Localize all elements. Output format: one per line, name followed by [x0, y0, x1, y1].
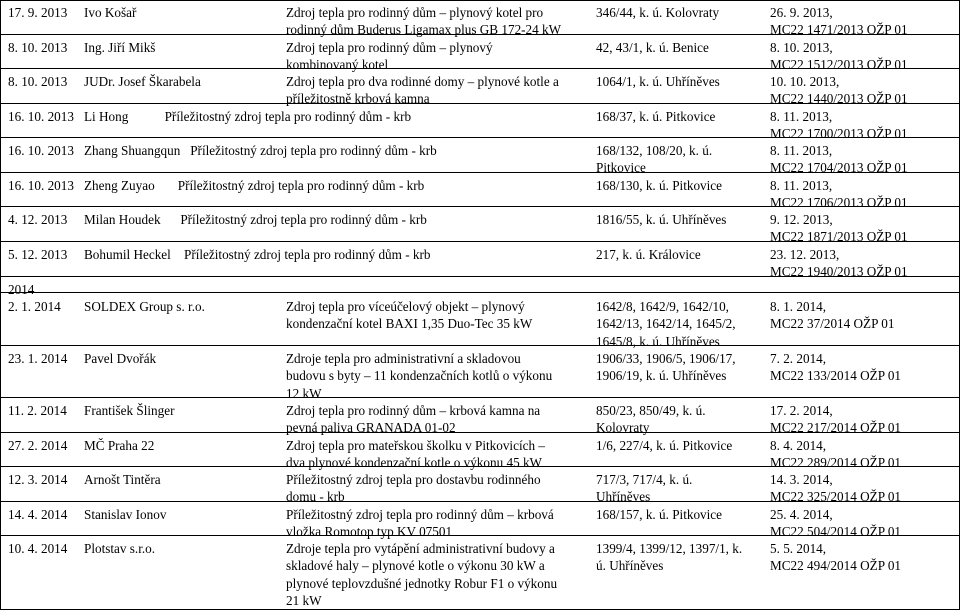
- location-cell-line: 1906/19, k. ú. Uhříněves: [596, 368, 727, 384]
- description-cell: [286, 471, 588, 506]
- reference-cell: [770, 4, 956, 39]
- date-cell: 4. 12. 2013: [8, 212, 68, 227]
- location-cell: [596, 540, 764, 575]
- description-cell-line: vložka Romotop typ KV 07501: [286, 524, 453, 540]
- description-cell-line: pevná paliva GRANADA 01-02: [286, 420, 456, 436]
- reference-cell-line: MC22 289/2014 OŽP 01: [770, 455, 902, 471]
- applicant-and-description: Milan Houdek Příležitostný zdroj tepla pro rodinný dům - krb: [84, 212, 427, 227]
- reference-cell-line: 7. 2. 2014,: [770, 351, 827, 366]
- date-cell: 16. 10. 2013: [8, 178, 74, 193]
- applicant-cell-line: František Šlinger: [84, 403, 175, 418]
- description-cell-line: 21 kW: [286, 593, 322, 609]
- reference-cell-line: MC22 1871/2013 OŽP 01: [770, 229, 908, 245]
- description-cell-line: Zdroje tepla pro administrativní a skladovou: [286, 351, 521, 366]
- reference-cell-line: MC22 494/2014 OŽP 01: [770, 558, 902, 574]
- reference-cell-line: 25. 4. 2014,: [770, 507, 833, 522]
- location-cell: [596, 471, 764, 506]
- date-cell: 11. 2. 2014: [8, 403, 67, 418]
- date-cell: 8. 10. 2013: [8, 74, 68, 89]
- date-cell: 2014: [8, 282, 35, 297]
- applicant-cell-line: Ing. Jiří Mikš: [84, 40, 156, 55]
- applicant-cell-line: Stanislav Ionov: [84, 507, 167, 522]
- description-cell-line: skladové haly – plynové kotle o výkonu 30 kW a: [286, 558, 545, 574]
- reference-cell: [770, 211, 956, 246]
- reference-cell-line: MC22 1940/2013 OŽP 01: [770, 264, 908, 280]
- location-cell-line: 217, k. ú. Královice: [596, 247, 701, 262]
- applicant-cell: [84, 298, 270, 315]
- location-cell-line: 168/37, k. ú. Pitkovice: [596, 109, 716, 124]
- date-cell: 27. 2. 2014: [8, 438, 68, 453]
- description-cell-line: příležitostně krbová kamna: [286, 91, 430, 107]
- reference-cell: [770, 108, 956, 143]
- reference-cell: [770, 177, 956, 212]
- applicant-cell-line: JUDr. Josef Škarabela: [84, 74, 201, 89]
- location-cell: [596, 350, 764, 385]
- description-cell: [286, 437, 588, 472]
- reference-cell-line: MC22 504/2014 OŽP 01: [770, 524, 902, 540]
- reference-cell-line: 8. 11. 2013,: [770, 178, 833, 193]
- location-cell: [596, 506, 764, 523]
- reference-cell-line: 5. 5. 2014,: [770, 541, 827, 556]
- reference-cell-line: 8. 4. 2014,: [770, 438, 827, 453]
- location-cell-line: 1906/33, 1906/5, 1906/17,: [596, 351, 736, 366]
- applicant-cell: [84, 506, 270, 523]
- description-cell: [286, 540, 588, 610]
- date-cell: 2. 1. 2014: [8, 299, 61, 314]
- location-cell: [596, 402, 764, 437]
- location-cell-line: 1/6, 227/4, k. ú. Pitkovice: [596, 438, 733, 453]
- location-cell-line: 1816/55, k. ú. Uhříněves: [596, 212, 727, 227]
- description-cell: [286, 4, 588, 39]
- reference-cell-line: 26. 9. 2013,: [770, 5, 833, 20]
- row-divider: [0, 0, 960, 1]
- location-cell-line: 42, 43/1, k. ú. Benice: [596, 40, 709, 55]
- date-cell: 8. 10. 2013: [8, 40, 68, 55]
- location-cell: [596, 177, 764, 194]
- description-cell-line: Zdroj tepla pro rodinný dům – krbová kamna na: [286, 403, 541, 418]
- reference-cell: [770, 142, 956, 177]
- reference-cell-line: MC22 325/2014 OŽP 01: [770, 489, 902, 505]
- description-cell: [286, 350, 588, 402]
- description-cell-line: budovu s byty – 11 kondenzačních kotlů o výkonu: [286, 368, 553, 384]
- applicant-cell-line: SOLDEX Group s. r.o.: [84, 299, 205, 314]
- reference-cell-line: MC22 1704/2013 OŽP 01: [770, 160, 908, 176]
- reference-cell-line: 8. 10. 2013,: [770, 40, 833, 55]
- row-divider: [0, 345, 960, 346]
- description-cell-line: kombinovaný kotel: [286, 57, 389, 73]
- reference-cell: [770, 350, 956, 385]
- reference-cell-line: MC22 133/2014 OŽP 01: [770, 368, 902, 384]
- reference-cell-line: MC22 1512/2013 OŽP 01: [770, 57, 908, 73]
- location-cell-line: 1064/1, k. ú. Uhříněves: [596, 74, 720, 89]
- description-cell-line: Příležitostný zdroj tepla pro dostavbu rodinného: [286, 472, 541, 487]
- description-cell-line: Zdroj tepla pro mateřskou školku v Pitkovicích –: [286, 438, 545, 453]
- applicant-and-description: Li Hong Příležitostný zdroj tepla pro rodinný dům - krb: [84, 109, 412, 124]
- reference-cell: [770, 437, 956, 472]
- reference-cell: [770, 39, 956, 74]
- applicant-cell: [84, 73, 270, 90]
- location-cell-line: ú. Uhříněves: [596, 558, 664, 574]
- description-cell-line: Příležitostný zdroj tepla pro rodinný dům – krbová: [286, 507, 554, 522]
- description-cell-line: Zdroj tepla pro rodinný dům – plynový: [286, 40, 493, 55]
- date-cell: 5. 12. 2013: [8, 247, 68, 262]
- reference-cell: [770, 402, 956, 437]
- description-cell: [286, 73, 588, 108]
- description-cell: [286, 298, 588, 333]
- date-cell: 12. 3. 2014: [8, 472, 68, 487]
- location-cell-line: 1642/8, 1642/9, 1642/10,: [596, 299, 729, 314]
- location-cell: [596, 108, 764, 125]
- description-cell-line: Zdroj tepla pro víceúčelový objekt – plynový: [286, 299, 525, 314]
- description-cell-line: Zdroje tepla pro vytápění administrativní budovy a: [286, 541, 555, 556]
- location-cell: [596, 246, 764, 263]
- reference-cell: [770, 540, 956, 575]
- applicant-cell-line: Plotstav s.r.o.: [84, 541, 156, 556]
- date-cell: 14. 4. 2014: [8, 507, 68, 522]
- description-cell-line: Zdroj tepla pro rodinný dům – plynový kotel pro: [286, 5, 544, 20]
- applicant-cell: [84, 437, 270, 454]
- date-cell: 16. 10. 2013: [8, 109, 74, 124]
- date-cell: 16. 10. 2013: [8, 143, 74, 158]
- location-cell-line: 168/132, 108/20, k. ú.: [596, 143, 713, 158]
- description-cell-line: 12 kW: [286, 385, 322, 401]
- description-cell: [286, 402, 588, 437]
- description-cell-line: kondenzační kotel BAXI 1,35 Duo-Tec 35 kW: [286, 316, 533, 332]
- applicant-cell: [84, 471, 270, 488]
- reference-cell-line: MC22 1700/2013 OŽP 01: [770, 126, 908, 142]
- description-cell-line: rodinný dům Buderus Ligamax plus GB 172-24 kW: [286, 22, 562, 38]
- reference-cell-line: 23. 12. 2013,: [770, 247, 840, 262]
- table-border: [0, 0, 1, 610]
- reference-cell: [770, 506, 956, 541]
- location-cell-line: Pitkovice: [596, 160, 646, 176]
- description-cell: [286, 506, 588, 541]
- location-cell: [596, 4, 764, 21]
- reference-cell: [770, 298, 956, 333]
- date-cell: 23. 1. 2014: [8, 351, 68, 366]
- reference-cell: [770, 246, 956, 281]
- location-cell-line: 850/23, 850/49, k. ú.: [596, 403, 706, 418]
- date-cell: 17. 9. 2013: [8, 5, 68, 20]
- location-cell: [596, 142, 764, 177]
- applicant-and-description: Zhang Shuangqun Příležitostný zdroj tepla pro rodinný dům - krb: [84, 143, 437, 158]
- location-cell-line: 1399/4, 1399/12, 1397/1, k.: [596, 541, 743, 556]
- reference-cell: [770, 73, 956, 108]
- reference-cell-line: 8. 11. 2013,: [770, 109, 833, 124]
- reference-cell-line: 8. 11. 2013,: [770, 143, 833, 158]
- description-cell-line: dva plynové kondenzační kotle o výkonu 45 kW: [286, 455, 542, 471]
- applicant-cell: [84, 402, 270, 419]
- applicant-cell-line: MČ Praha 22: [84, 438, 155, 453]
- applicant-and-description: Zheng Zuyao Příležitostný zdroj tepla pro rodinný dům - krb: [84, 178, 425, 193]
- applicant-cell: [84, 39, 270, 56]
- reference-cell-line: MC22 1440/2013 OŽP 01: [770, 91, 908, 107]
- location-cell: [596, 298, 764, 350]
- applicant-cell: [84, 350, 270, 367]
- reference-cell-line: MC22 1706/2013 OŽP 01: [770, 195, 908, 211]
- location-cell-line: 1645/8, k. ú. Uhříněves: [596, 333, 720, 349]
- reference-cell-line: 17. 2. 2014,: [770, 403, 833, 418]
- reference-cell-line: MC22 1471/2013 OŽP 01: [770, 22, 908, 38]
- location-cell-line: 1642/13, 1642/14, 1645/2,: [596, 316, 736, 332]
- reference-cell-line: 10. 10. 2013,: [770, 74, 840, 89]
- applicant-cell: [84, 540, 270, 557]
- row-divider: [0, 292, 960, 293]
- applicant-cell: [84, 4, 270, 21]
- date-cell: 10. 4. 2014: [8, 541, 68, 556]
- applicant-cell-line: Pavel Dvořák: [84, 351, 157, 366]
- reference-cell: [770, 471, 956, 506]
- location-cell: [596, 73, 764, 90]
- description-cell-line: plynové teplovzdušné jednotky Robur F1 o výkonu: [286, 575, 558, 591]
- location-cell: [596, 39, 764, 56]
- location-cell-line: Kolovraty: [596, 420, 650, 436]
- location-cell: [596, 211, 764, 228]
- reference-cell-line: MC22 37/2014 OŽP 01: [770, 316, 895, 332]
- location-cell: [596, 437, 764, 454]
- description-cell-line: Zdroj tepla pro dva rodinné domy – plynové kotle a: [286, 74, 559, 89]
- reference-cell-line: MC22 217/2014 OŽP 01: [770, 420, 902, 436]
- reference-cell-line: 9. 12. 2013,: [770, 212, 833, 227]
- location-cell-line: 168/130, k. ú. Pitkovice: [596, 178, 723, 193]
- location-cell-line: 168/157, k. ú. Pitkovice: [596, 507, 723, 522]
- location-cell-line: 346/44, k. ú. Kolovraty: [596, 5, 720, 20]
- applicant-cell-line: Ivo Košař: [84, 5, 137, 20]
- location-cell-line: Uhříněves: [596, 489, 651, 505]
- applicant-cell-line: Arnošt Tintěra: [84, 472, 161, 487]
- applicant-and-description: Bohumil Heckel Příležitostný zdroj tepla pro rodinný dům - krb: [84, 247, 431, 262]
- description-cell: [286, 39, 588, 74]
- location-cell-line: 717/3, 717/4, k. ú.: [596, 472, 693, 487]
- reference-cell-line: 14. 3. 2014,: [770, 472, 833, 487]
- reference-cell-line: 8. 1. 2014,: [770, 299, 827, 314]
- description-cell-line: domu - krb: [286, 489, 345, 505]
